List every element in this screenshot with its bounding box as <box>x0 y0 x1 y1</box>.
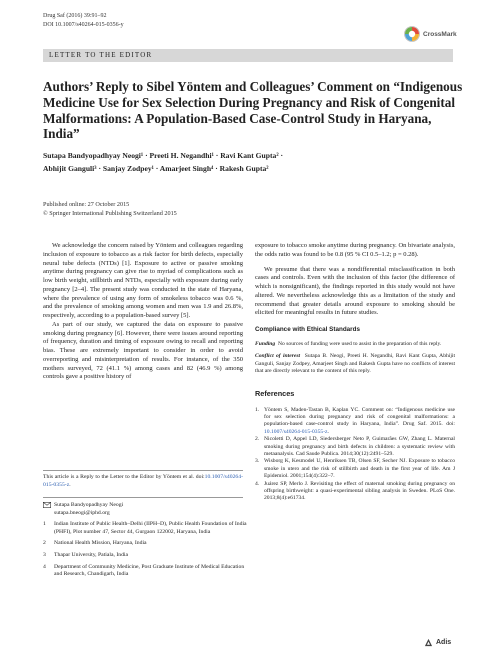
affiliation-mark: 1 <box>43 521 46 528</box>
journal-citation: Drug Saf (2016) 39:91–92 <box>43 13 107 19</box>
conflict-label: Conflict of interest <box>255 353 301 360</box>
right-column <box>255 242 455 503</box>
crossmark-icon <box>404 26 420 42</box>
body-paragraph-4: We presume that there was a nondifferential misclassification in both cases and controls. Even with the inclusion of this factor (the difference of which is nonsignificant), the findings reported in this study would not have altered. We nevertheless acknowledge this as a limitation of the study and recommend that greater details around exposure to smoking should be elicited for meaningful results in future studies. <box>255 265 455 317</box>
affiliation <box>43 552 248 560</box>
correspondence-block <box>43 502 248 583</box>
correspondence-author <box>43 502 248 517</box>
author-list <box>43 150 463 175</box>
reply-note-doi-link[interactable]: 10.1007/s40264-015-0355-z <box>43 474 243 488</box>
reply-note <box>43 474 243 489</box>
body-paragraph-1: We acknowledge the concern raised by Yöntem and colleagues regarding inclusion of exposure to tobacco as a risk factor for birth defects, especially neural tube defects (NTDs) [1]. Exposure to active or passive smoking anytime during pregnancy can give rise to myriad of complications such as low birth weight, stillbirth and NTDs, especially with exposure during early pregnancy [2–4]. The present study was conducted in the state of Haryana, where the prevalence of using any form of smokeless tobacco was 0.6 %, and the prevalence of smoking among women and men was 1.9 and 26.8%, respectively, according to a population-based survey [5]. <box>43 242 243 319</box>
affiliation-text: Thapar University, Patiala, India <box>54 551 129 558</box>
affiliation-text: National Health Mission, Haryana, India <box>54 540 147 547</box>
reference-text: Wisborg K, Kesmodel U, Henriksen TB, Olsen SF, Secher NJ. Exposure to tobacco smoke in utero and the risk of stillbirth and death in the first year of life. Am J Epidemiol. 2001;154(4):322–7. <box>264 458 455 480</box>
reference-item <box>255 407 455 437</box>
reference-number: 2. <box>255 436 260 443</box>
correspondence-email[interactable]: sutapa.bneogi@iphd.org <box>54 509 110 516</box>
crossmark-label: CrossMark <box>423 30 457 38</box>
affiliation-mark: 4 <box>43 563 46 570</box>
mail-icon <box>43 502 54 517</box>
reference-item <box>255 458 455 480</box>
reference-body: Yöntem S, Maden-Tastan B, Kaplan YC. Comment on: “Indigenous medicine use for sex selection during pregnancy and risk of congenital malformations: a population-based case-control study in Haryana, India”. Drug Saf. 2015. doi: <box>264 406 455 428</box>
footnote-divider <box>43 470 243 471</box>
affiliation-text: Indian Institute of Public Health–Delhi (IIPH–D), Public Health Foundation of India (PHFI), Plot number 47, Sector 44, Gurgaon 122002, Haryana, India <box>54 521 247 535</box>
affiliation <box>43 564 248 579</box>
body-paragraph-3: exposure to tobacco smoke anytime during pregnancy. On bivariate analysis, the odds ratio was found to be 0.8 (95 % CI 0.5–1.2; p = 0.28). <box>255 242 455 258</box>
footnote-divider <box>43 497 243 498</box>
funding-statement <box>255 341 455 349</box>
references-heading: References <box>255 388 295 398</box>
reference-list <box>255 407 455 503</box>
ethics-heading: Compliance with Ethical Standards <box>255 326 360 333</box>
article-type-banner: LETTER TO THE EDITOR <box>43 49 453 62</box>
correspondence-name: Sutapa Bandyopadhyay Neogi <box>54 502 124 508</box>
reference-tail: . <box>327 428 329 435</box>
running-header <box>43 12 124 29</box>
authors-line-2: Abhijit Ganguli³ · Sanjay Zodpey¹ · Amarjeet Singh⁴ · Rakesh Gupta² <box>43 163 269 173</box>
body-paragraph-2: As part of our study, we captured the data on exposure to passive smoking during pregnancy [6]. However, there were issues around reporting of frequency, duration and timing of exposure owing to recall and reporting bias. These are extremely important to consider in order to avoid overreporting and misinterpretation of results. For instance, of the 350 mothers surveyed, 72 (41.1 %) among cases and 82 (46.9 %) among controls gave a positive history of <box>43 320 243 381</box>
correspondence-text <box>54 502 248 517</box>
funding-text: No sources of funding were used to assist in the preparation of this reply. <box>278 340 442 347</box>
conflict-text: Sutapa B. Neogi, Preeti H. Negandhi, Ravi Kant Gupta, Abhijit Ganguli, Sanjay Zodpey, Amarjeet Singh and Rakesh Gupta have no conflicts of interest that are directly relevant to the content of this reply. <box>255 353 456 375</box>
affiliation <box>43 540 248 548</box>
article-title: Authors’ Reply to Sibel Yöntem and Colleagues’ Comment on “Indigenous Medicine Use for Sex Selection During Pregnancy and Risk of Congenital Malformations: A Population-Based Case-Control Study in Haryana, India” <box>43 79 463 142</box>
published-date: Published online: 27 October 2015 <box>43 201 130 208</box>
reference-item <box>255 481 455 503</box>
funding-label: Funding <box>255 340 276 347</box>
reference-number: 1. <box>255 406 260 413</box>
copyright-line: © Springer International Publishing Switzerland 2015 <box>43 209 177 217</box>
reference-number: 3. <box>255 458 260 465</box>
reference-item <box>255 436 455 458</box>
reference-number: 4. <box>255 480 260 487</box>
affiliation-text: Department of Community Medicine, Post Graduate Institute of Medical Education and Research, Chandigarh, India <box>54 563 245 578</box>
reference-doi-link[interactable]: 10.1007/s40264-015-0355-z <box>264 428 328 435</box>
conflict-statement <box>255 353 455 376</box>
reply-note-text: This article is a Reply to the Letter to the Editor by Yöntem et al. doi: <box>43 474 205 480</box>
publisher-logo <box>424 638 451 647</box>
ethics-block <box>255 341 455 376</box>
reply-note-tail: . <box>69 481 71 488</box>
crossmark-badge[interactable] <box>404 26 457 42</box>
affiliation <box>43 521 248 536</box>
adis-logo-icon <box>424 638 433 647</box>
affiliation-mark: 3 <box>43 551 46 558</box>
doi-line: DOI 10.1007/s40264-015-0356-y <box>43 21 124 28</box>
reference-text: Juárez SP, Merlo J. Revisiting the effect of maternal smoking during pregnancy on offspring birthweight: a quasi-experimental sibling analysis in Sweden. PLoS One. 2013;8(4):e61734. <box>264 480 455 502</box>
reference-text <box>264 407 455 437</box>
affiliation-mark: 2 <box>43 540 46 547</box>
publication-info <box>43 201 177 218</box>
left-column <box>43 242 243 382</box>
authors-line-1: Sutapa Bandyopadhyay Neogi¹ · Preeti H. Negandhi¹ · Ravi Kant Gupta² · <box>43 151 284 160</box>
publisher-name: Adis <box>436 639 452 646</box>
reference-text: Nicoletti D, Appel LD, Siedersberger Neto P, Guimarães GW, Zhang L. Maternal smoking during pregnancy and birth defects in children: a systematic review with metaanalysis. Cad Saude Publica. 2014;30(12):2491–529. <box>264 436 455 457</box>
